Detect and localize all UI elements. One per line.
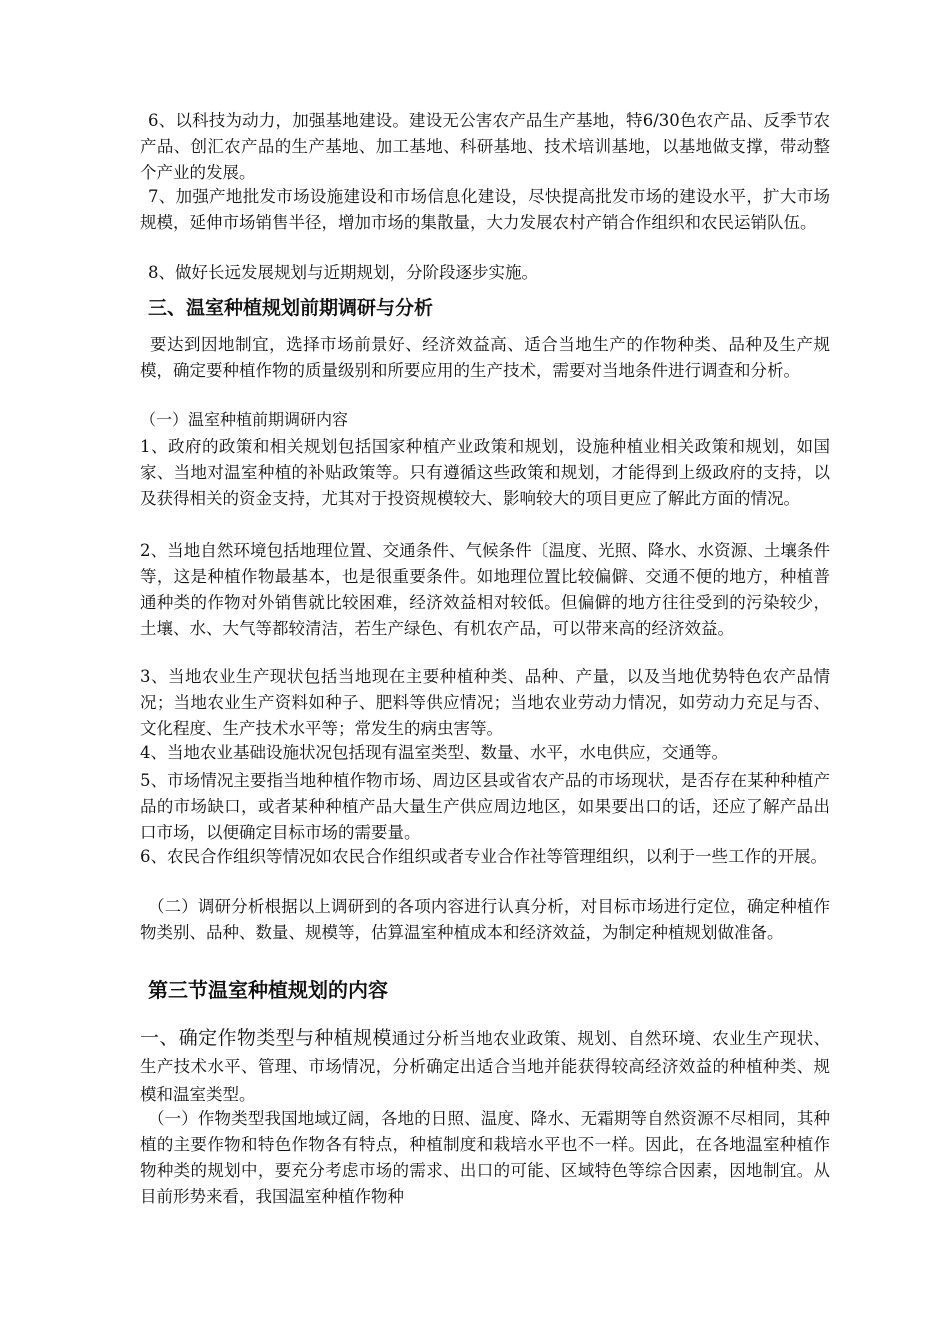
paragraph-7: 7、加强产地批发市场设施建设和市场信息化建设，尽快提高批发市场的建设水平，扩大市场规模，延伸市场销售半径，增加市场的集散量，大力发展农村产销合作组织和农民运销队伍。 <box>140 187 830 232</box>
crop-type-paragraph: （一）作物类型我国地域辽阔，各地的日照、温度、降水、无霜期等自然资源不尽相同，其种植的主要作物和特色作物各有特点，种植制度和栽培水平也不一样。因此，在各地温室种植作物种类的规划中，要充分考虑市场的需求、出口的可能、区域特色等综合因素，因地制宜。从目前形势来看，我国温室种植作物种 <box>140 1109 830 1206</box>
subheading-research-analysis: （二）调研分析根据以上调研到的各项内容进行认真分析，对目标市场进行定位，确定种植作物类别、品种、数量、规模等，估算温室种植成本和经济效益，为制定种植规划做准备。 <box>140 897 830 942</box>
item-4: 4、当地农业基础设施状况包括现有温室类型、数量、水平，水电供应，交通等。 <box>140 743 728 762</box>
intro-paragraph: 要达到因地制宜，选择市场前景好、经济效益高、适合当地生产的作物种类、品种及生产规模，确定要种植作物的质量级别和所要应用的生产技术，需要对当地条件进行调查和分析。 <box>140 335 830 380</box>
item-1: 1、政府的政策和相关规划包括国家种植产业政策和规划，设施种植业相关政策和规划，如国家、当地对温室种植的补贴政策等。只有遵循这些政策和规划，才能得到上级政府的支持，以及获得相关的资金支持，尤其对于投资规模较大、影响较大的项目更应了解此方面的情况。 <box>140 437 830 508</box>
item-6: 6、农民合作组织等情况如农民合作组织或者专业合作社等管理组织，以利于一些工作的开展。 <box>140 847 827 866</box>
subheading-research-content: （一）温室种植前期调研内容 <box>140 410 349 429</box>
heading-1-body: 通过分析当地农业政策、规划、自然环境、农业生产现状、生产技术水平、管理、市场情况，分析确定出适合当地并能获得较高经济效益的种植种类、规模和温室类型。 <box>140 1029 830 1104</box>
section-heading-3: 三、温室种植规划前期调研与分析 <box>148 297 434 319</box>
heading-1-title: 一、确定作物类型与种植规模 <box>140 1027 392 1049</box>
paragraph-6: 6、以科技为动力，加强基地建设。建设无公害农产品生产基地，特6/30色农产品、反季节农产品、创汇农产品的生产基地、加工基地、科研基地、技术培训基地，以基地做支撑，带动整个产业的发展。 <box>140 111 830 182</box>
item-5: 5、市场情况主要指当地种植作物市场、周边区县或省农产品的市场现状，是否存在某种种植产品的市场缺口，或者某种种植产品大量生产供应周边地区，如果要出口的话，还应了解产品出口市场，以便确定目标市场的需要量。 <box>140 771 830 842</box>
paragraph-8: 8、做好长远发展规划与近期规划，分阶段逐步实施。 <box>148 263 538 282</box>
section-3-title: 第三节温室种植规划的内容 <box>148 978 388 1002</box>
heading-1-paragraph <box>140 1024 830 1109</box>
item-3: 3、当地农业生产现状包括当地现在主要种植种类、品种、产量，以及当地优势特色农产品情况；当地农业生产资料如种子、肥料等供应情况；当地农业劳动力情况，如劳动力充足与否、文化程度、生产技术水平等；常发生的病虫害等。 <box>140 667 830 738</box>
item-2: 2、当地自然环境包括地理位置、交通条件、气候条件〔温度、光照、降水、水资源、土壤条件等，这是种植作物最基本，也是很重要条件。如地理位置比较偏僻、交通不便的地方，种植普通种类的作物对外销售就比较困难，经济效益相对较低。但偏僻的地方往往受到的污染较少，土壤、水、大气等都较清洁，若生产绿色、有机农产品，可以带来高的经济效益。 <box>140 541 830 638</box>
